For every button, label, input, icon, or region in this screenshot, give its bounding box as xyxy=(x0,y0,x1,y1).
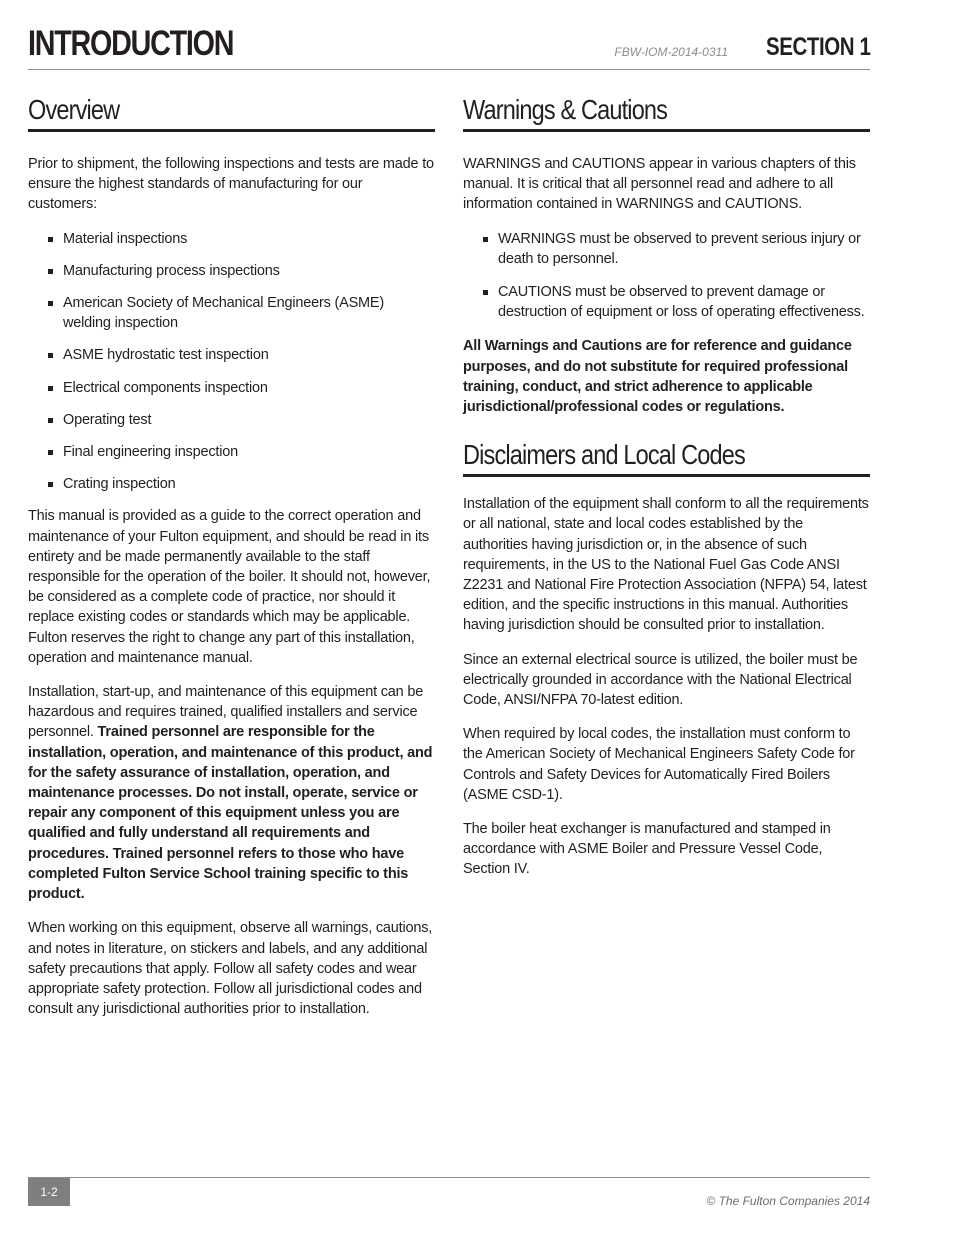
list-item-text: Final engineering inspection xyxy=(63,444,238,461)
list-item xyxy=(28,261,435,281)
list-item-text: WARNINGS must be observed to prevent serious injury or death to personnel. xyxy=(498,230,861,267)
heading-rule xyxy=(28,129,435,132)
installation-paragraph xyxy=(28,682,435,904)
section-label: SECTION 1 xyxy=(765,33,870,61)
warnings-heading: Warnings & Cautions xyxy=(463,94,668,125)
page-number: 1-2 xyxy=(28,1178,70,1206)
copyright: © The Fulton Companies 2014 xyxy=(706,1194,870,1208)
overview-intro: Prior to shipment, the following inspections and tests are made to ensure the highest standards of manufacturing for our customers: xyxy=(28,156,434,213)
bullet-icon xyxy=(48,482,53,487)
heading-rule xyxy=(463,474,870,477)
list-item xyxy=(28,345,435,365)
manual-paragraph: This manual is provided as a guide to the correct operation and maintenance of your Fulton equipment, and should be read in its entirety and be made permanently available to the staff responsible for the operation of the boiler. It should not, however, be considered as a complete code of practice, nor should it replace existing codes or standards which may be applicable. Fulton reserves the right to change any part of this installation, operation and maintenance manual. xyxy=(28,508,431,666)
warnings-notice: All Warnings and Cautions are for reference and guidance purposes, and do not substitute for required professional training, conduct, and strict adherence to applicable jurisdictional/professional codes or regulations. xyxy=(463,338,852,416)
list-item xyxy=(463,229,870,269)
warnings-list xyxy=(463,229,870,323)
bullet-icon xyxy=(48,269,53,274)
inspection-list xyxy=(28,229,435,495)
bullet-icon xyxy=(48,353,53,358)
disclaimers-heading: Disclaimers and Local Codes xyxy=(463,439,745,471)
list-item xyxy=(28,410,435,430)
bullet-icon xyxy=(48,301,53,306)
disclaimer-paragraph: When required by local codes, the installation must conform to the American Society of Mechanical Engineers Safety Code for Controls and Safety Devices for Automatically Fired Boilers (ASME CSD-1). xyxy=(463,726,855,803)
bullet-icon xyxy=(483,290,488,295)
list-item xyxy=(28,229,435,249)
list-item-text: Operating test xyxy=(63,411,152,428)
bullet-icon xyxy=(48,450,53,455)
list-item xyxy=(28,293,435,333)
working-paragraph: When working on this equipment, observe all warnings, cautions, and notes in literature, on stickers and labels, and any additional safety precautions that apply. Follow all safety codes and wear appropriate safety protection. Follow all jurisdictional codes and consult any jurisdictional authorities prior to installation. xyxy=(28,920,433,1018)
page-header xyxy=(28,22,870,70)
bullet-icon xyxy=(48,418,53,423)
list-item xyxy=(463,282,870,322)
list-item-text: American Society of Mechanical Engineers (ASME) welding inspection xyxy=(63,295,385,332)
list-item xyxy=(28,378,435,398)
bullet-icon xyxy=(48,386,53,391)
bullet-icon xyxy=(48,237,53,242)
list-item-text: Electrical components inspection xyxy=(63,379,268,396)
footer-rule xyxy=(28,1177,870,1178)
warnings-intro: WARNINGS and CAUTIONS appear in various chapters of this manual. It is critical that all personnel read and adhere to all information contained in WARNINGS and CAUTIONS. xyxy=(463,156,856,213)
list-item-text: ASME hydrostatic test inspection xyxy=(63,347,269,364)
list-item xyxy=(28,474,435,494)
disclaimer-paragraph: The boiler heat exchanger is manufactured and stamped in accordance with ASME Boiler and Pressure Vessel Code, Section IV. xyxy=(463,821,831,878)
list-item-text: Crating inspection xyxy=(63,476,176,493)
overview-heading: Overview xyxy=(28,94,120,125)
list-item-text: CAUTIONS must be observed to prevent damage or destruction of equipment or loss of operating effectiveness. xyxy=(498,284,865,321)
page-title: INTRODUCTION xyxy=(28,24,234,63)
trained-personnel-notice: Trained personnel are responsible for the installation, operation, and maintenance of this product, and for the safety assurance of installation, operation, and maintenance processes. Do not install, operate, service or repair any component of this equipment unless you are qualified and fully understand all requirements and procedures. Trained personnel refers to those who have completed Fulton Service School training specific to this product. xyxy=(28,724,433,903)
list-item-text: Manufacturing process inspections xyxy=(63,262,280,279)
right-column xyxy=(463,92,870,880)
left-column xyxy=(28,92,435,1019)
disclaimer-paragraph: Since an external electrical source is utilized, the boiler must be electrically grounded in accordance with the National Electrical Code, ANSI/NFPA 70-latest edition. xyxy=(463,651,858,709)
installation-intro: Installation, start-up, and maintenance of this equipment can be hazardous and requires trained, qualified installers and service personnel. xyxy=(28,684,424,741)
heading-rule xyxy=(463,129,870,132)
list-item xyxy=(28,442,435,462)
bullet-icon xyxy=(483,237,488,242)
disclaimer-paragraph: Installation of the equipment shall conform to all the requirements or all national, state and local codes established by the authorities having jurisdiction or, in the absence of such requirements, in the US to the National Fuel Gas Code ANSI Z2231 and National Fire Protection Association (NFPA) 54, latest edition, and the specific instructions in this manual. Authorities having jurisdiction should be consulted prior to installation. xyxy=(463,496,869,634)
list-item-text: Material inspections xyxy=(63,230,188,247)
document-code: FBW-IOM-2014-0311 xyxy=(614,45,728,59)
